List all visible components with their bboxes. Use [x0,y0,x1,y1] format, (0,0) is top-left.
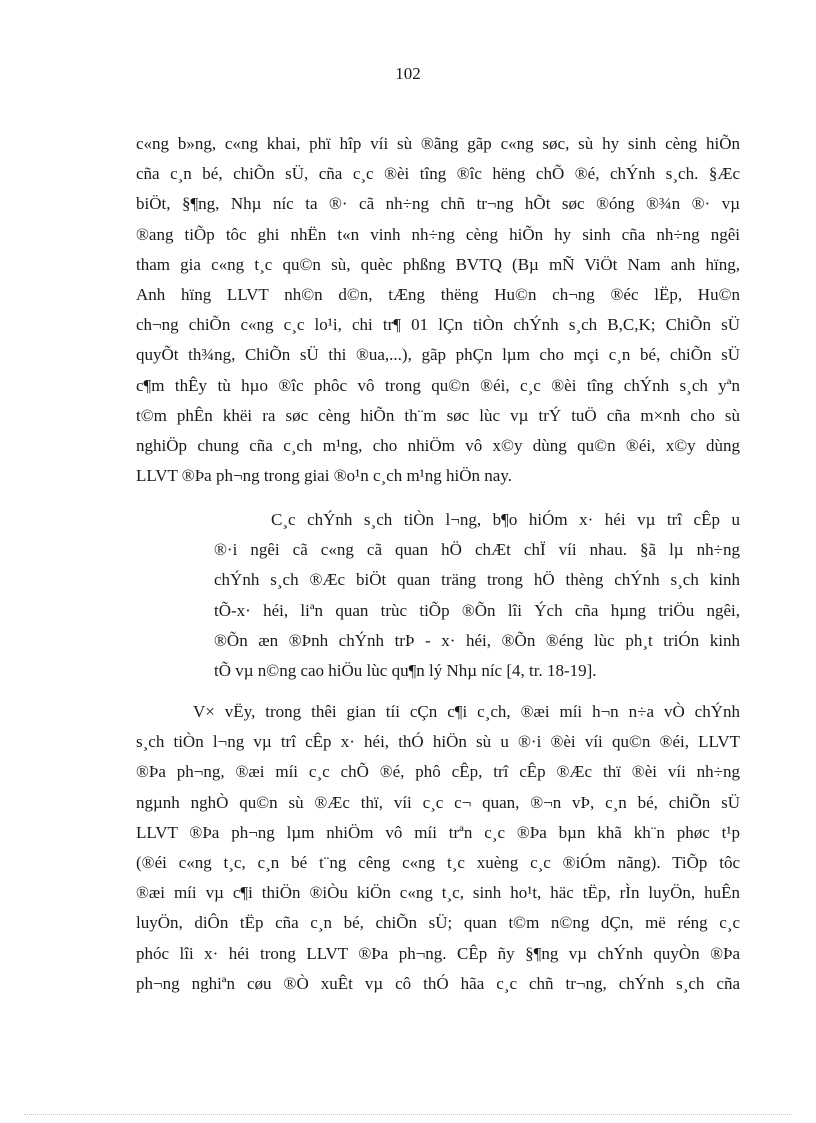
quote-line: C¸c chÝnh s¸ch tiÒn l¬ng, b¶o hiÓm x· héi vµ trî cÊp u [271,510,740,529]
text-line: ch¬ng chiÕn c«ng c¸c lo¹i, chi tr¶ 01 lÇn tiÒn chÝnh s¸ch B,C,K; ChiÕn sÜ [136,315,740,335]
text-line: (®éi c«ng t¸c, c¸n bé t¨ng cêng c«ng t¸c xuèng c¸c ®iÓm nãng). TiÕp tôc [136,852,740,872]
text-line: nghiÖp chung cña c¸ch m¹ng, cho nhiÖm vô x©y dùng qu©n ®éi, x©y dùng [136,435,740,455]
text-line: ®Þa ph¬ng, ®æi míi c¸c chÕ ®é, phô cÊp, trî cÊp ®Æc thï ®èi víi nh÷ng [136,762,740,782]
page-bottom-divider [24,1114,792,1115]
text-line: ngµnh nghÒ qu©n sù ®Æc thï, víi c¸c c¬ quan, ®¬n vÞ, c¸n bé, chiÕn sÜ [136,792,740,812]
text-line: LLVT ®Þa ph¬ng trong giai ®o¹n c¸ch m¹ng hiÖn nay. [136,466,512,486]
page-number: 102 [395,64,421,83]
body-paragraph-1 [136,129,740,491]
text-line: Anh hïng LLVT nh©n d©n, tÆng thëng Hu©n ch¬ng ®éc lËp, Hu©n [136,284,740,304]
text-line: s¸ch tiÒn l¬ng vµ trî cÊp x· héi, thÓ hiÖn sù u ®·i ®èi víi qu©n ®éi, LLVT [136,732,740,752]
quote-line: ®·i ngêi cã c«ng cã quan hÖ chÆt chÏ víi nhau. §ã lµ nh÷ng [214,540,740,560]
text-line: LLVT ®Þa ph¬ng lµm nhiÖm vô míi trªn c¸c ®Þa bµn khã kh¨n phøc t¹p [136,822,740,842]
text-line: ®æi míi vµ c¶i thiÖn ®iÒu kiÖn c«ng t¸c, sinh ho¹t, häc tËp, rÌn luyÖn, huÊn [136,883,740,903]
text-line: luyÖn, diÔn tËp cña c¸n bé, chiÕn sÜ; quan t©m n©ng dÇn, më réng c¸c [136,913,740,933]
quote-line: ®Õn æn ®Þnh chÝnh trÞ - x· héi, ®Õn ®éng lùc ph¸t triÓn kinh [214,630,740,650]
text-line: ph¬ng nghiªn cøu ®Ò xuÊt vµ cô thÓ hãa c¸c chñ tr¬ng, chÝnh s¸ch cña [136,973,740,993]
quote-line: chÝnh s¸ch ®Æc biÖt quan träng trong hÖ thèng chÝnh s¸ch kinh [214,570,740,590]
text-line: biÖt, §¶ng, Nhµ níc ta ®· cã nh÷ng chñ tr¬ng hÕt søc ®óng ®¾n ®· vµ [136,194,740,214]
body-paragraph-2 [136,697,740,999]
quote-line: tÕ vµ n©ng cao hiÖu lùc qu¶n lý Nhµ níc [4, tr. 18-19]. [214,660,597,680]
text-line: c«ng b»ng, c«ng khai, phï hîp víi sù ®ãng gãp c«ng søc, sù hy sinh cèng hiÕn [136,134,740,153]
text-line: V× vËy, trong thêi gian tíi cÇn c¶i c¸ch, ®æi míi h¬n n÷a vÒ chÝnh [193,702,740,721]
block-quote [214,505,740,686]
text-line: phóc lîi x· héi trong LLVT ®Þa ph¬ng. CÊp ñy §¶ng vµ chÝnh quyÒn ®Þa [136,943,740,963]
text-line: tham gia c«ng t¸c qu©n sù, quèc phßng BVTQ (Bµ mÑ ViÖt Nam anh hïng, [136,254,740,274]
quote-line: tÕ-x· héi, liªn quan trùc tiÕp ®Õn lîi Ých cña hµng triÖu ngêi, [214,600,740,620]
text-line: ®ang tiÕp tôc ghi nhËn t«n vinh nh÷ng cèng hiÕn hy sinh cña nh÷ng ngêi [136,224,740,244]
text-line: c¶m thÊy tù hµo ®îc phôc vô trong qu©n ®éi, c¸c ®èi tîng chÝnh s¸ch yªn [136,375,740,395]
text-line: cña c¸n bé, chiÕn sÜ, cña c¸c ®èi tîng ®îc hëng chÕ ®é, chÝnh s¸ch. §Æc [136,164,740,184]
text-line: quyÕt th¾ng, ChiÕn sÜ thi ®ua,...), gãp phÇn lµm cho mçi c¸n bé, chiÕn sÜ [136,345,740,365]
text-line: t©m phÊn khëi ra søc cèng hiÕn th¨m søc lùc vµ trÝ tuÖ cña m×nh cho sù [136,405,740,425]
